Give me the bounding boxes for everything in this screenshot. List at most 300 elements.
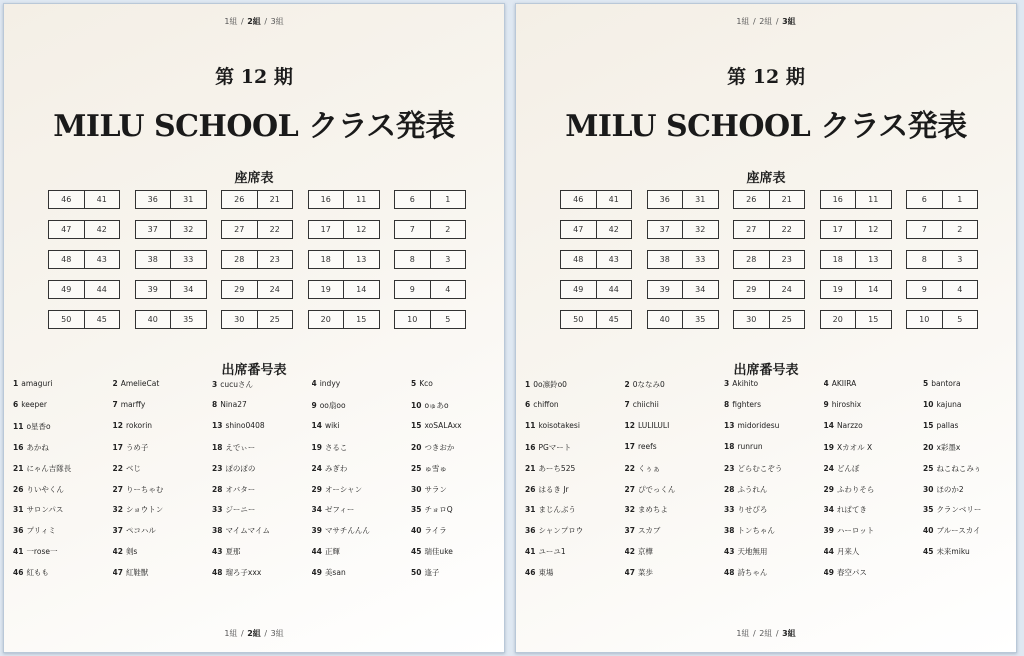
roster-name: ゅ雪ゅ xyxy=(424,463,447,473)
seat-pair xyxy=(733,310,805,329)
roster-name: pallas xyxy=(936,420,959,430)
roster-number: 27 xyxy=(624,484,635,494)
seat-number: 20 xyxy=(832,315,843,324)
roster-entry xyxy=(113,463,212,474)
roster-number: 25 xyxy=(411,463,422,473)
seat-number: 20 xyxy=(320,315,331,324)
class-link-1[interactable]: 1組 xyxy=(224,629,238,638)
roster-number: 9 xyxy=(311,400,317,410)
seat-pair xyxy=(394,250,466,269)
roster-name: 瑠ろ子xxx xyxy=(225,568,262,578)
seat-number: 50 xyxy=(61,315,72,324)
roster-number: 17 xyxy=(624,441,635,451)
seat-number: 25 xyxy=(257,311,293,328)
roster-name: ふわりそら xyxy=(836,484,875,494)
roster-number: 25 xyxy=(923,463,934,473)
roster-number: 24 xyxy=(311,463,322,473)
roster-entry xyxy=(13,525,112,536)
roster-number: 31 xyxy=(525,505,536,515)
roster-number: 26 xyxy=(13,484,24,494)
page-title: MILU SCHOOL クラス発表 xyxy=(565,109,967,144)
roster-name: みぎわ xyxy=(324,463,348,473)
roster-entry xyxy=(923,442,1017,453)
roster-number: 2 xyxy=(624,380,630,389)
seat-number: 24 xyxy=(257,281,293,298)
roster-entry xyxy=(411,400,505,411)
roster-name: うめ子 xyxy=(125,442,149,452)
roster-number: 40 xyxy=(923,526,934,536)
roster-name: PGマート xyxy=(538,442,572,452)
seat-number: 1 xyxy=(430,191,466,208)
roster-number: 28 xyxy=(724,484,735,494)
roster-number: 42 xyxy=(624,547,635,557)
seat-number: 8 xyxy=(921,255,927,264)
seat-pair xyxy=(394,310,466,329)
seat-number: 19 xyxy=(320,285,331,294)
term-label: 第 12 期 xyxy=(727,66,805,88)
roster-number: 11 xyxy=(525,420,536,430)
roster-name: koisotakesi xyxy=(538,420,580,430)
roster-entry xyxy=(212,463,311,474)
roster-entry xyxy=(625,400,724,409)
roster-name: chiichii xyxy=(632,399,659,409)
seat-pair xyxy=(733,220,805,239)
seat-number: 48 xyxy=(61,255,72,264)
roster-entry xyxy=(13,442,112,453)
seat-number: 45 xyxy=(84,311,120,328)
roster-name: 紅鞋獸 xyxy=(125,568,149,578)
seat-number: 17 xyxy=(320,225,331,234)
roster-name: shino0408 xyxy=(225,420,265,430)
term-label: 第 12 期 xyxy=(215,66,293,88)
roster-number: 3 xyxy=(724,379,730,388)
roster-entry xyxy=(411,567,505,578)
class-link-1[interactable]: 1組 xyxy=(224,17,238,26)
class-link-3[interactable]: 3組 xyxy=(782,629,796,638)
roster-name: ほのか2 xyxy=(936,484,964,494)
roster-entry xyxy=(923,400,1017,409)
seat-number: 33 xyxy=(170,251,206,268)
roster-number: 45 xyxy=(411,547,422,557)
seat-pair xyxy=(308,250,380,269)
class-link-2[interactable]: 2組 xyxy=(247,629,261,638)
seat-number: 27 xyxy=(234,225,245,234)
roster-name: wiki xyxy=(324,420,340,430)
roster-number: 23 xyxy=(212,463,223,473)
seat-number: 25 xyxy=(769,311,805,328)
seat-pair xyxy=(135,250,207,269)
roster-number: 28 xyxy=(212,484,223,494)
roster-entry xyxy=(923,463,1017,474)
roster-number: 29 xyxy=(823,484,834,494)
seat-number: 8 xyxy=(409,255,415,264)
seat-pair xyxy=(48,280,120,299)
roster-number: 48 xyxy=(724,568,735,578)
seat-number: 42 xyxy=(596,221,632,238)
roster-name: 紅もも xyxy=(26,568,49,578)
roster-entry xyxy=(13,484,112,495)
roster-entry xyxy=(724,463,823,474)
roster-entry xyxy=(923,379,1017,388)
roster-number: 29 xyxy=(311,484,322,494)
roster-entry xyxy=(212,421,311,430)
seat-number: 44 xyxy=(84,281,120,298)
roster-entry xyxy=(312,379,411,388)
roster-name: クランベリー xyxy=(936,505,982,515)
seat-number: 14 xyxy=(855,281,891,298)
seat-number: 35 xyxy=(170,311,206,328)
roster-number: 20 xyxy=(923,442,934,452)
roster-entry xyxy=(411,525,505,536)
class-nav-top: 1組 / 2組 / 3組 xyxy=(736,17,796,26)
roster-name: 春空パス xyxy=(836,568,867,578)
class-nav-bottom: 1組 / 2組 / 3組 xyxy=(224,629,284,638)
roster-number: 14 xyxy=(311,420,322,430)
seat-number: 28 xyxy=(746,255,757,264)
seat-number: 50 xyxy=(573,315,584,324)
roster-number: 6 xyxy=(13,399,19,409)
roster-number: 3 xyxy=(212,380,218,389)
roster-entry xyxy=(312,525,411,536)
roster-entry xyxy=(824,567,923,578)
seat-pair xyxy=(135,190,207,209)
roster-entry xyxy=(724,421,823,430)
roster-number: 4 xyxy=(311,379,317,388)
seat-number: 30 xyxy=(234,315,245,324)
roster-number: 13 xyxy=(212,420,223,430)
seat-pair xyxy=(560,190,632,209)
roster-number: 43 xyxy=(724,547,735,557)
roster-number: 38 xyxy=(724,526,735,536)
roster-number: 38 xyxy=(212,526,223,536)
class-nav-bottom: 1組 / 2組 / 3組 xyxy=(736,629,796,638)
roster-name: さるこ xyxy=(324,442,348,452)
roster-name: トンちゃん xyxy=(737,526,775,536)
roster-entry xyxy=(13,463,112,474)
roster-entry xyxy=(13,546,112,557)
roster-entry xyxy=(13,400,112,409)
roster-name: xoSALAxx xyxy=(424,420,462,430)
class-link-3[interactable]: 3組 xyxy=(782,17,796,26)
roster-name: シャンプロウ xyxy=(538,526,584,536)
seat-number: 4 xyxy=(430,281,466,298)
roster-entry xyxy=(923,504,1017,515)
seat-pair xyxy=(820,250,892,269)
seat-number: 45 xyxy=(596,311,632,328)
roster-name: AmelieCat xyxy=(120,379,160,388)
seat-number: 47 xyxy=(61,225,72,234)
seat-number: 11 xyxy=(855,191,891,208)
class-link-2[interactable]: 2組 xyxy=(759,629,773,638)
roster-number: 11 xyxy=(13,421,24,431)
roster-entry xyxy=(525,504,624,515)
seating-chart xyxy=(48,190,466,330)
seat-number: 26 xyxy=(746,195,757,204)
seat-pair xyxy=(48,190,120,209)
roster-entry xyxy=(824,379,923,388)
seat-number: 41 xyxy=(84,191,120,208)
class-link-3[interactable]: 3組 xyxy=(270,17,284,26)
seat-number: 7 xyxy=(921,225,927,234)
roster-number: 30 xyxy=(411,484,422,494)
attendance-list-title: 出席番号表 xyxy=(733,363,799,378)
roster-name: 詩ちゃん xyxy=(737,568,768,578)
roster-number: 33 xyxy=(724,505,735,515)
roster-number: 6 xyxy=(525,399,531,409)
seat-number: 22 xyxy=(769,221,805,238)
roster-name: Akihito xyxy=(732,379,759,388)
roster-name: 正輝 xyxy=(324,547,340,557)
seat-number: 1 xyxy=(942,191,978,208)
roster-entry xyxy=(113,525,212,536)
roster-entry xyxy=(411,442,505,453)
roster-entry xyxy=(312,463,411,474)
roster-name: にゃん吉隊長 xyxy=(26,463,72,473)
seat-number: 37 xyxy=(659,225,670,234)
roster-entry xyxy=(724,525,823,536)
roster-number: 12 xyxy=(624,420,635,430)
roster-number: 18 xyxy=(212,442,223,452)
seat-number: 39 xyxy=(147,285,158,294)
seat-pair xyxy=(135,280,207,299)
roster-name: りーちゃむ xyxy=(125,484,164,494)
roster-name: ペコハル xyxy=(125,526,156,536)
seat-pair xyxy=(906,190,978,209)
roster-number: 27 xyxy=(112,484,123,494)
roster-entry xyxy=(525,421,624,430)
roster-entry xyxy=(13,379,112,388)
seat-number: 21 xyxy=(257,191,293,208)
roster-entry xyxy=(13,504,112,515)
roster-name: スカブ xyxy=(637,526,661,536)
seat-number: 47 xyxy=(573,225,584,234)
roster-name: Xカオル X xyxy=(836,442,873,452)
seat-pair xyxy=(308,310,380,329)
seat-number: 16 xyxy=(320,195,331,204)
seat-number: 28 xyxy=(234,255,245,264)
attendance-list-title: 出席番号表 xyxy=(221,363,287,378)
class-link-2[interactable]: 2組 xyxy=(759,17,773,26)
class-nav-top: 1組 / 2組 / 3組 xyxy=(224,17,284,26)
roster-name: はるき Jr xyxy=(538,484,569,494)
seat-pair xyxy=(221,310,293,329)
roster-number: 39 xyxy=(311,526,322,536)
seat-pair xyxy=(221,280,293,299)
roster-number: 37 xyxy=(112,526,123,536)
seat-number: 6 xyxy=(921,195,927,204)
roster-entry xyxy=(923,484,1017,495)
roster-name: あかね xyxy=(26,442,49,452)
roster-name: ジーニー xyxy=(225,505,256,515)
roster-entry xyxy=(212,525,311,536)
roster-name: runrun xyxy=(737,441,763,451)
seat-pair xyxy=(48,310,120,329)
seat-pair xyxy=(647,280,719,299)
roster-number: 24 xyxy=(823,463,834,473)
roster-number: 1 xyxy=(13,379,19,388)
roster-entry xyxy=(625,525,724,536)
roster-entry xyxy=(212,442,311,453)
class-link-1[interactable]: 1組 xyxy=(736,629,750,638)
roster-entry xyxy=(824,421,923,430)
roster-entry xyxy=(525,525,624,536)
roster-number: 1 xyxy=(525,380,531,389)
roster-number: 7 xyxy=(624,399,630,409)
roster-entry xyxy=(113,379,212,388)
roster-name: ゼフィー xyxy=(324,505,355,515)
roster-number: 15 xyxy=(923,420,934,430)
roster-entry xyxy=(411,379,505,388)
roster-name: cucuさん xyxy=(220,380,253,389)
seat-pair xyxy=(647,310,719,329)
seat-pair xyxy=(560,220,632,239)
seat-number: 2 xyxy=(942,221,978,238)
roster-name: マイムマイム xyxy=(225,526,270,536)
roster-entry xyxy=(824,463,923,474)
seating-chart-title: 座席表 xyxy=(234,171,274,186)
roster-number: 41 xyxy=(13,547,24,557)
seat-number: 41 xyxy=(596,191,632,208)
roster-entry xyxy=(724,484,823,495)
roster-number: 9 xyxy=(823,399,829,409)
roster-name: 瑞佳uke xyxy=(424,547,453,557)
seat-number: 39 xyxy=(659,285,670,294)
seat-number: 10 xyxy=(919,315,930,324)
roster-number: 46 xyxy=(525,568,536,578)
roster-name: べじ xyxy=(125,463,141,473)
seat-number: 40 xyxy=(147,315,158,324)
roster-name: 京樺 xyxy=(637,547,653,557)
roster-entry xyxy=(411,463,505,474)
seat-number: 48 xyxy=(573,255,584,264)
seat-pair xyxy=(733,280,805,299)
roster-name: どんぼ xyxy=(836,463,860,473)
seat-pair xyxy=(647,190,719,209)
roster-name: サロンパス xyxy=(26,505,64,515)
roster-name: 0o凛鈴o0 xyxy=(533,380,567,389)
roster-entry xyxy=(824,546,923,557)
roster-name: ライラ xyxy=(424,526,447,536)
seat-number: 44 xyxy=(596,281,632,298)
seat-number: 36 xyxy=(147,195,158,204)
roster-entry xyxy=(113,421,212,430)
roster-entry xyxy=(724,504,823,515)
seat-number: 5 xyxy=(942,311,978,328)
roster-name: 一rose一 xyxy=(26,547,58,557)
roster-name: 美san xyxy=(324,568,346,578)
roster-number: 12 xyxy=(112,420,123,430)
roster-entry xyxy=(824,484,923,495)
roster-name: 菜歩 xyxy=(637,568,653,578)
seat-pair xyxy=(221,220,293,239)
seat-pair xyxy=(560,310,632,329)
roster-number: 41 xyxy=(525,547,536,557)
roster-name: LULILULI xyxy=(637,420,670,430)
roster-number: 37 xyxy=(624,526,635,536)
seat-number: 38 xyxy=(659,255,670,264)
seat-number: 38 xyxy=(147,255,158,264)
roster-number: 4 xyxy=(823,379,829,388)
roster-name: 未来miku xyxy=(936,547,970,557)
seat-number: 9 xyxy=(409,285,415,294)
class-link-2[interactable]: 2組 xyxy=(247,17,261,26)
roster-entry xyxy=(824,442,923,453)
roster-number: 36 xyxy=(13,526,24,536)
roster-number: 19 xyxy=(823,442,834,452)
roster-entry xyxy=(411,421,505,430)
roster-name: Narzzo xyxy=(836,420,863,430)
seat-pair xyxy=(820,220,892,239)
seat-number: 42 xyxy=(84,221,120,238)
roster-entry xyxy=(113,546,212,557)
roster-entry xyxy=(625,567,724,578)
roster-name: えでぃー xyxy=(225,442,256,452)
seat-pair xyxy=(48,250,120,269)
seat-number: 32 xyxy=(682,221,718,238)
seat-number: 3 xyxy=(430,251,466,268)
seat-number: 36 xyxy=(659,195,670,204)
roster-number: 44 xyxy=(311,547,322,557)
seat-pair xyxy=(135,310,207,329)
roster-number: 32 xyxy=(624,505,635,515)
roster-number: 18 xyxy=(724,441,735,451)
seat-number: 15 xyxy=(343,311,379,328)
roster-number: 34 xyxy=(311,505,322,515)
seat-number: 37 xyxy=(147,225,158,234)
roster-name: 剣s xyxy=(125,547,138,557)
seat-pair xyxy=(560,250,632,269)
roster-entry xyxy=(212,400,311,409)
seat-number: 40 xyxy=(659,315,670,324)
seat-number: 23 xyxy=(257,251,293,268)
roster-number: 26 xyxy=(525,484,536,494)
seat-pair xyxy=(135,220,207,239)
class-page-2 xyxy=(3,3,505,653)
roster-number: 19 xyxy=(311,442,322,452)
roster-name: ショウトン xyxy=(125,505,164,515)
seat-pair xyxy=(394,220,466,239)
seat-pair xyxy=(308,220,380,239)
roster-entry xyxy=(212,546,311,557)
class-link-3[interactable]: 3組 xyxy=(270,629,284,638)
roster-name: rokorin xyxy=(125,420,153,430)
roster-name: bantora xyxy=(931,379,961,388)
seat-pair xyxy=(647,250,719,269)
seat-number: 32 xyxy=(170,221,206,238)
roster-entry xyxy=(625,421,724,430)
seat-pair xyxy=(820,280,892,299)
roster-number: 8 xyxy=(724,399,730,409)
roster-name: AKIIRA xyxy=(831,379,857,388)
roster-entry xyxy=(411,546,505,557)
class-link-1[interactable]: 1組 xyxy=(736,17,750,26)
roster-name: どらむこぞう xyxy=(737,463,783,473)
roster-entry xyxy=(923,421,1017,430)
roster-entry xyxy=(724,379,823,388)
roster-name: indyy xyxy=(319,379,341,388)
seat-number: 31 xyxy=(170,191,206,208)
roster-entry xyxy=(625,504,724,515)
seat-number: 46 xyxy=(573,195,584,204)
roster-number: 47 xyxy=(112,568,123,578)
roster-number: 40 xyxy=(411,526,422,536)
roster-entry xyxy=(923,546,1017,557)
roster-name: 逢子 xyxy=(424,568,440,578)
roster-name: amaguri xyxy=(21,379,53,388)
seat-number: 18 xyxy=(320,255,331,264)
roster-entry xyxy=(625,546,724,557)
roster-number: 16 xyxy=(525,442,536,452)
